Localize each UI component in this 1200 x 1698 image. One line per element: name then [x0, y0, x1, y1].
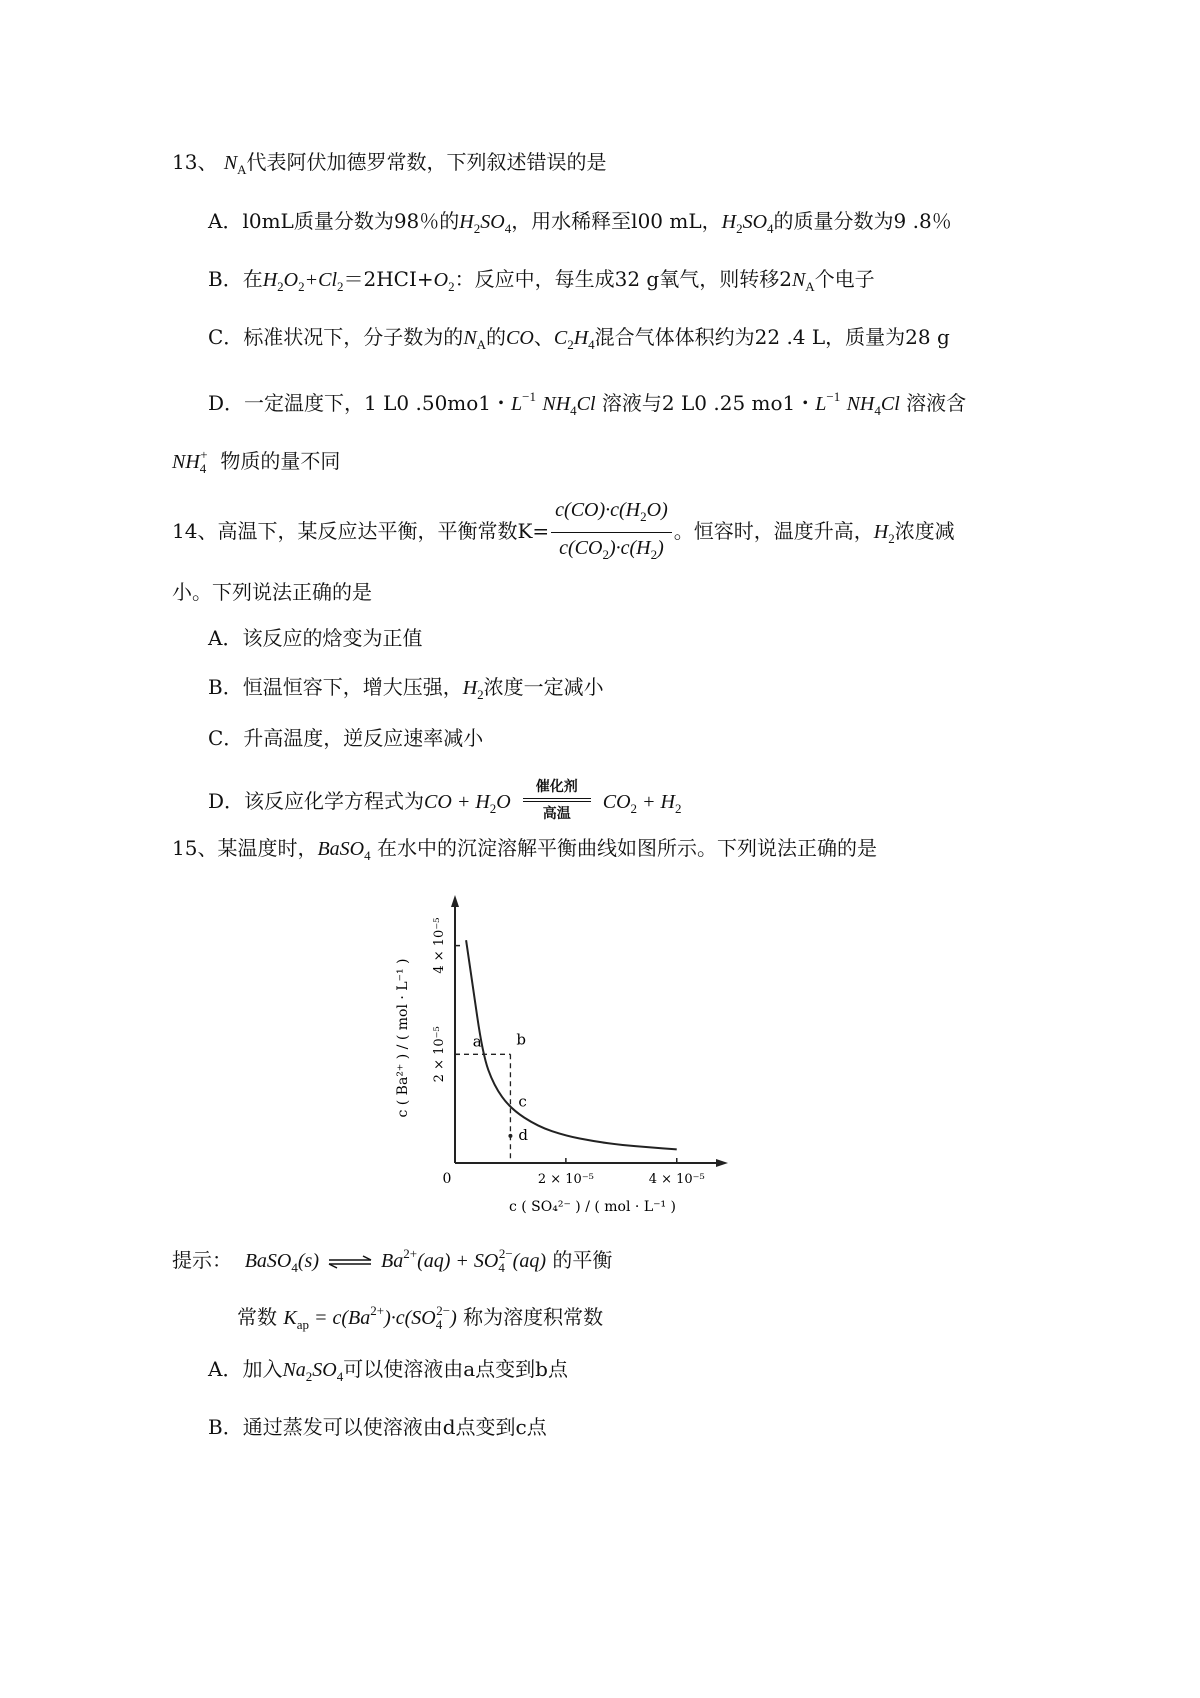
- y-axis-label: c ( Ba²⁺ ) / ( mol · L⁻¹ ): [395, 958, 411, 1118]
- q14-option-d: D．该反应化学方程式为CO + $H_2O$ 催化剂 高温 $CO_2 + H_2$: [208, 778, 682, 822]
- q15-hint-ksp: 常数 $K_{ap} = c(Ba^{2+})\cdot c(SO_4^{2-})$ 称为溶度积常数: [237, 1303, 604, 1332]
- point-c-label: c: [518, 1092, 527, 1111]
- q15-option-a: A．加入$Na_2SO_4$可以使溶液由a点变到b点: [208, 1357, 568, 1384]
- equilibrium-fraction: $\frac{c(CO)\cdot c(H_2O)}{c(CO_2)\cdot c(H_2)}$: [551, 497, 672, 568]
- y-axis-arrow-icon: [451, 895, 459, 907]
- solubility-curve: [466, 940, 677, 1149]
- na-symbol: $N_A$: [223, 152, 247, 177]
- q13-option-a: A．l0mL质量分数为98％的$H_2SO_4$，用水稀释至l00 mL，$H_2SO_4$的质量分数为9 .8％: [208, 209, 952, 236]
- q13-option-d-cont: $NH_4^+$ 物质的量不同: [172, 447, 341, 476]
- q14-stem-cont: 小。下列说法正确的是: [172, 580, 372, 604]
- q14-stem: 14、高温下，某反应达平衡，平衡常数K= $\frac{c(CO)\cdot c(H_2O)}{c(CO_2)\cdot c(H_2)}$ 。恒容时，温度升高，$H_2$浓度减: [172, 497, 955, 561]
- catalyst-arrow: 催化剂 高温: [517, 789, 597, 817]
- point-b-label: b: [516, 1030, 527, 1049]
- q13-stem: 13、 $N_A$代表阿伏加德罗常数，下列叙述错误的是: [172, 150, 607, 177]
- q14-option-a: A．该反应的焓变为正值: [208, 626, 423, 650]
- q14-option-b: B．恒温恒容下，增大压强，$H_2$浓度一定减小: [208, 675, 604, 702]
- q15-hint: 提示： BaSO$_4$(s) $Ba^{2+}(aq) + SO_4^{2-}(aq)$ 的平衡: [172, 1246, 613, 1275]
- q15-stem: 15、某温度时，BaSO$_4$ 在水中的沉淀溶解平衡曲线如图所示。下列说法正确的是: [172, 836, 877, 863]
- equilibrium-arrow-icon: [327, 1254, 373, 1270]
- x-tick-label: 2 × 10⁻⁵: [537, 1172, 594, 1187]
- q13-option-b: B．在$H_2O_2+Cl_2=2HCI+O_2$：反应中，每生成32 g氧气，则转移$2N_A$个电子: [208, 267, 875, 294]
- x-axis-label: c ( SO₄²⁻ ) / ( mol · L⁻¹ ): [508, 1199, 677, 1215]
- y-tick-label: 4 × 10⁻⁵: [432, 917, 447, 974]
- q13-option-d: D．一定温度下，1 L0 .50mo1・$L^{-1}$ $NH_4Cl$ 溶液与2 L0 .25 mo1・$L^{-1}$ $NH_4Cl$ 溶液含: [208, 389, 967, 418]
- point-d-marker: [508, 1134, 512, 1138]
- q15-option-b: B．通过蒸发可以使溶液由d点变到c点: [208, 1415, 547, 1439]
- origin-label: 0: [442, 1171, 452, 1187]
- point-a-label: a: [472, 1032, 482, 1051]
- x-tick-label: 4 × 10⁻⁵: [648, 1172, 705, 1187]
- point-d-label: d: [518, 1125, 529, 1144]
- y-tick-label: 2 × 10⁻⁵: [432, 1026, 447, 1083]
- q13-option-c: C．标准状况下，分子数为的$N_A$的CO、$C_2H_4$混合气体体积约为22 .4 L，质量为28 g: [208, 325, 950, 352]
- baso4-solubility-chart: [380, 895, 740, 1215]
- x-axis-arrow-icon: [716, 1159, 728, 1167]
- q14-option-c: C．升高温度，逆反应速率减小: [208, 726, 484, 750]
